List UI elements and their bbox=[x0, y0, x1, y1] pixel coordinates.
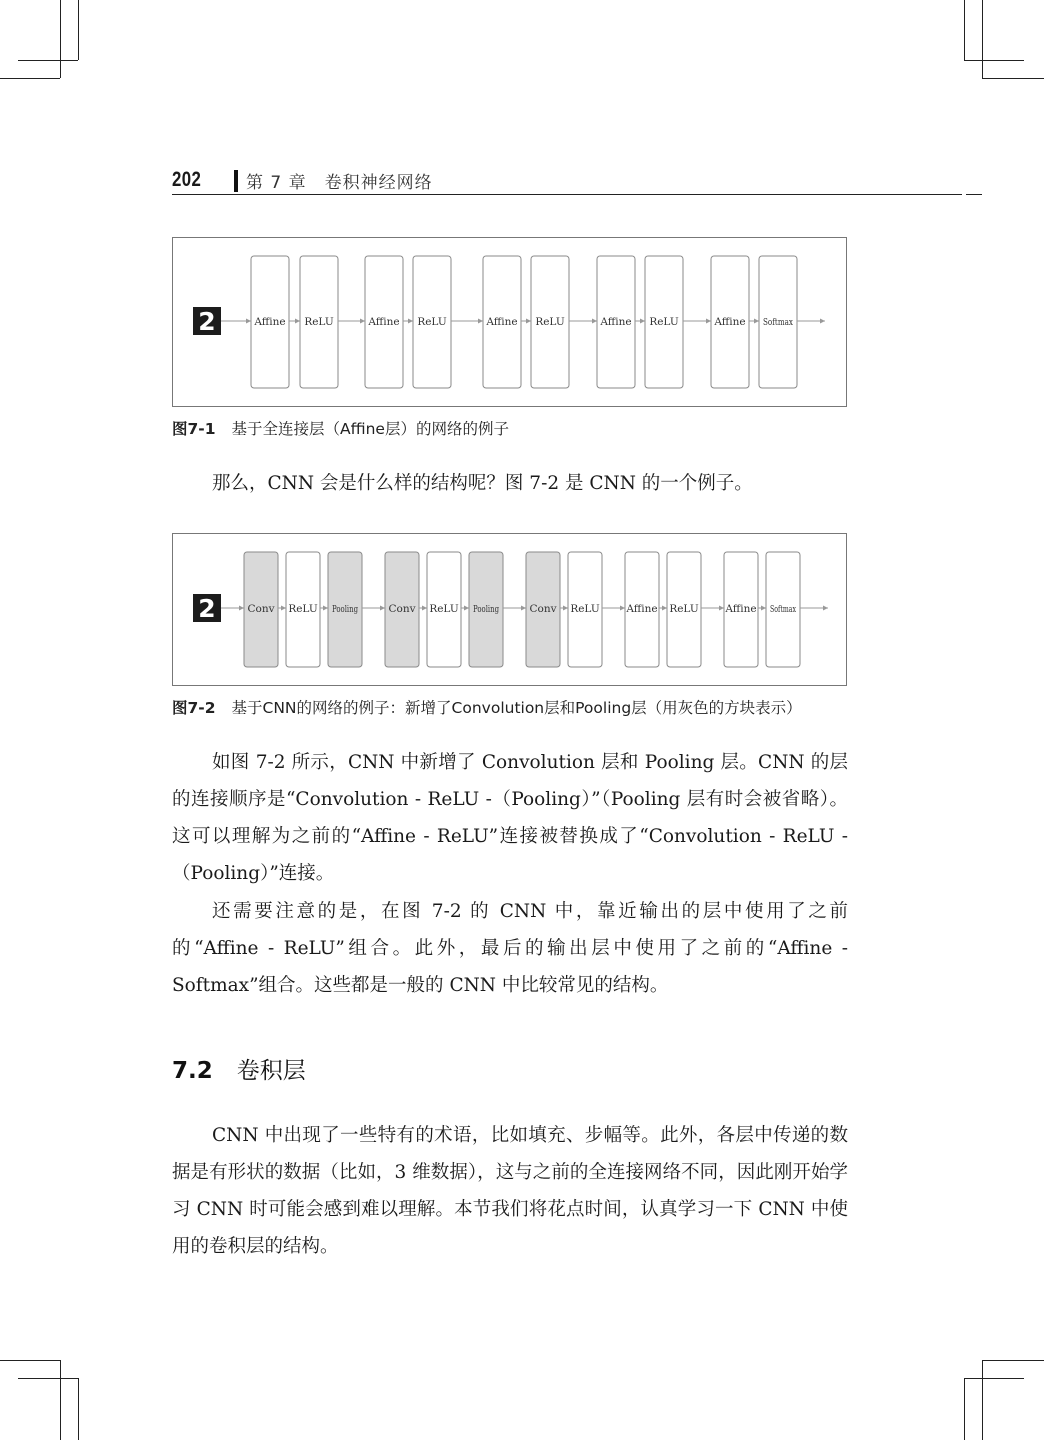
layer-label-affine: Affine bbox=[368, 316, 400, 328]
page-number: 202 bbox=[172, 168, 202, 191]
arrow-head bbox=[754, 319, 759, 324]
layer-label-relu: ReLU bbox=[570, 603, 600, 615]
layer-label-affine: Affine bbox=[254, 316, 286, 328]
arrow-head bbox=[464, 606, 469, 611]
layer-label-conv: Conv bbox=[529, 603, 557, 615]
section-title: 卷积层 bbox=[236, 1058, 306, 1084]
arrow-head bbox=[281, 606, 286, 611]
crop-mark bbox=[18, 1378, 78, 1379]
arrow-head bbox=[761, 606, 766, 611]
body-paragraph-1: 如图 7-2 所示，CNN 中新增了 Convolution 层和 Pooling 层。CNN 的层的连接顺序是“Convolution - ReLU -（Pooling）”（Pooling 层有时会被省略）。这可以理解为之前的“Affine - ReLU”连接被替换成了“Convolution - ReLU -（Pooling）”连接。 bbox=[172, 752, 848, 884]
arrow-head bbox=[706, 319, 711, 324]
arrow-head bbox=[526, 319, 531, 324]
crop-mark bbox=[60, 1360, 61, 1440]
layer-label-softmax: Softmax bbox=[770, 605, 796, 615]
figure-7-1-diagram bbox=[173, 238, 848, 408]
arrow-head bbox=[478, 319, 483, 324]
body-paragraph-2: 还需要注意的是，在图 7-2 的 CNN 中，靠近输出的层中使用了之前的“Affine - ReLU”组合。此外，最后的输出层中使用了之前的“Affine - Softmax”组合。这些都是一般的 CNN 中比较常见的结构。 bbox=[172, 901, 848, 996]
layer-label-relu: ReLU bbox=[288, 603, 318, 615]
chapter-title: 第 7 章 卷积神经网络 bbox=[246, 173, 433, 193]
layer-label-conv: Conv bbox=[388, 603, 416, 615]
figure-7-1-caption bbox=[172, 417, 509, 439]
arrow-head bbox=[719, 606, 724, 611]
caption-label: 图7-2 bbox=[172, 699, 216, 717]
header-rule bbox=[172, 194, 962, 195]
section-heading bbox=[172, 1052, 306, 1085]
arrow-head bbox=[662, 606, 667, 611]
arrow-head bbox=[640, 319, 645, 324]
caption-text: 基于全连接层（Affine层）的网络的例子 bbox=[231, 420, 509, 438]
layer-label-relu: ReLU bbox=[649, 316, 679, 328]
crop-mark bbox=[60, 0, 61, 78]
arrow-head bbox=[239, 606, 244, 611]
crop-mark bbox=[18, 60, 78, 61]
arrow-head bbox=[563, 606, 568, 611]
crop-mark bbox=[982, 1360, 983, 1440]
arrow-head bbox=[295, 319, 300, 324]
arrow-head bbox=[246, 319, 251, 324]
crop-mark bbox=[964, 60, 1024, 61]
layer-label-pooling: Pooling bbox=[473, 605, 500, 615]
crop-mark bbox=[0, 78, 60, 79]
arrow-head bbox=[592, 319, 597, 324]
crop-mark bbox=[78, 0, 79, 60]
arrow-head bbox=[521, 606, 526, 611]
figure-7-2 bbox=[172, 533, 847, 686]
header-rule-extension bbox=[966, 194, 982, 195]
input-digit-label: 2 bbox=[198, 594, 216, 623]
arrow-head bbox=[380, 606, 385, 611]
intro-paragraph: 那么，CNN 会是什么样的结构呢？图 7-2 是 CNN 的一个例子。 bbox=[212, 473, 753, 494]
layer-label-relu: ReLU bbox=[535, 316, 565, 328]
arrow-head bbox=[323, 606, 328, 611]
layer-label-relu: ReLU bbox=[304, 316, 334, 328]
crop-mark bbox=[78, 1378, 79, 1440]
crop-mark bbox=[964, 1378, 965, 1440]
output-arrow-head bbox=[823, 606, 828, 611]
crop-mark bbox=[982, 0, 983, 78]
arrow-head bbox=[360, 319, 365, 324]
crop-mark bbox=[982, 1360, 1044, 1361]
layer-label-relu: ReLU bbox=[429, 603, 459, 615]
layer-label-affine: Affine bbox=[600, 316, 632, 328]
header-bar bbox=[234, 170, 238, 192]
running-header bbox=[172, 166, 982, 196]
arrow-head bbox=[422, 606, 427, 611]
figure-7-2-diagram bbox=[173, 534, 848, 687]
crop-mark bbox=[0, 1360, 60, 1361]
arrow-head bbox=[620, 606, 625, 611]
layer-label-affine: Affine bbox=[725, 603, 757, 615]
arrow-head bbox=[408, 319, 413, 324]
crop-mark bbox=[982, 78, 1044, 79]
layer-label-relu: ReLU bbox=[669, 603, 699, 615]
layer-label-affine: Affine bbox=[714, 316, 746, 328]
layer-label-affine: Affine bbox=[626, 603, 658, 615]
input-digit-label: 2 bbox=[198, 307, 216, 336]
section-paragraph: CNN 中出现了一些特有的术语，比如填充、步幅等。此外，各层中传递的数据是有形状的数据（比如，3 维数据），这与之前的全连接网络不同，因此刚开始学习 CNN 时可能会感到难以理解。本节我们将花点时间，认真学习一下 CNN 中使用的卷积层的结构。 bbox=[172, 1125, 848, 1257]
output-arrow-head bbox=[820, 319, 825, 324]
section-number: 7.2 bbox=[172, 1058, 213, 1084]
layer-label-affine: Affine bbox=[486, 316, 518, 328]
caption-label: 图7-1 bbox=[172, 420, 216, 438]
crop-mark bbox=[964, 0, 965, 60]
layer-label-conv: Conv bbox=[247, 603, 275, 615]
figure-7-1 bbox=[172, 237, 847, 407]
layer-label-relu: ReLU bbox=[417, 316, 447, 328]
layer-label-pooling: Pooling bbox=[332, 605, 359, 615]
caption-text: 基于CNN的网络的例子：新增了Convolution层和Pooling层（用灰色的方块表示） bbox=[231, 699, 802, 717]
crop-mark bbox=[964, 1378, 1024, 1379]
figure-7-2-caption bbox=[172, 696, 802, 718]
layer-label-softmax: Softmax bbox=[763, 318, 793, 328]
